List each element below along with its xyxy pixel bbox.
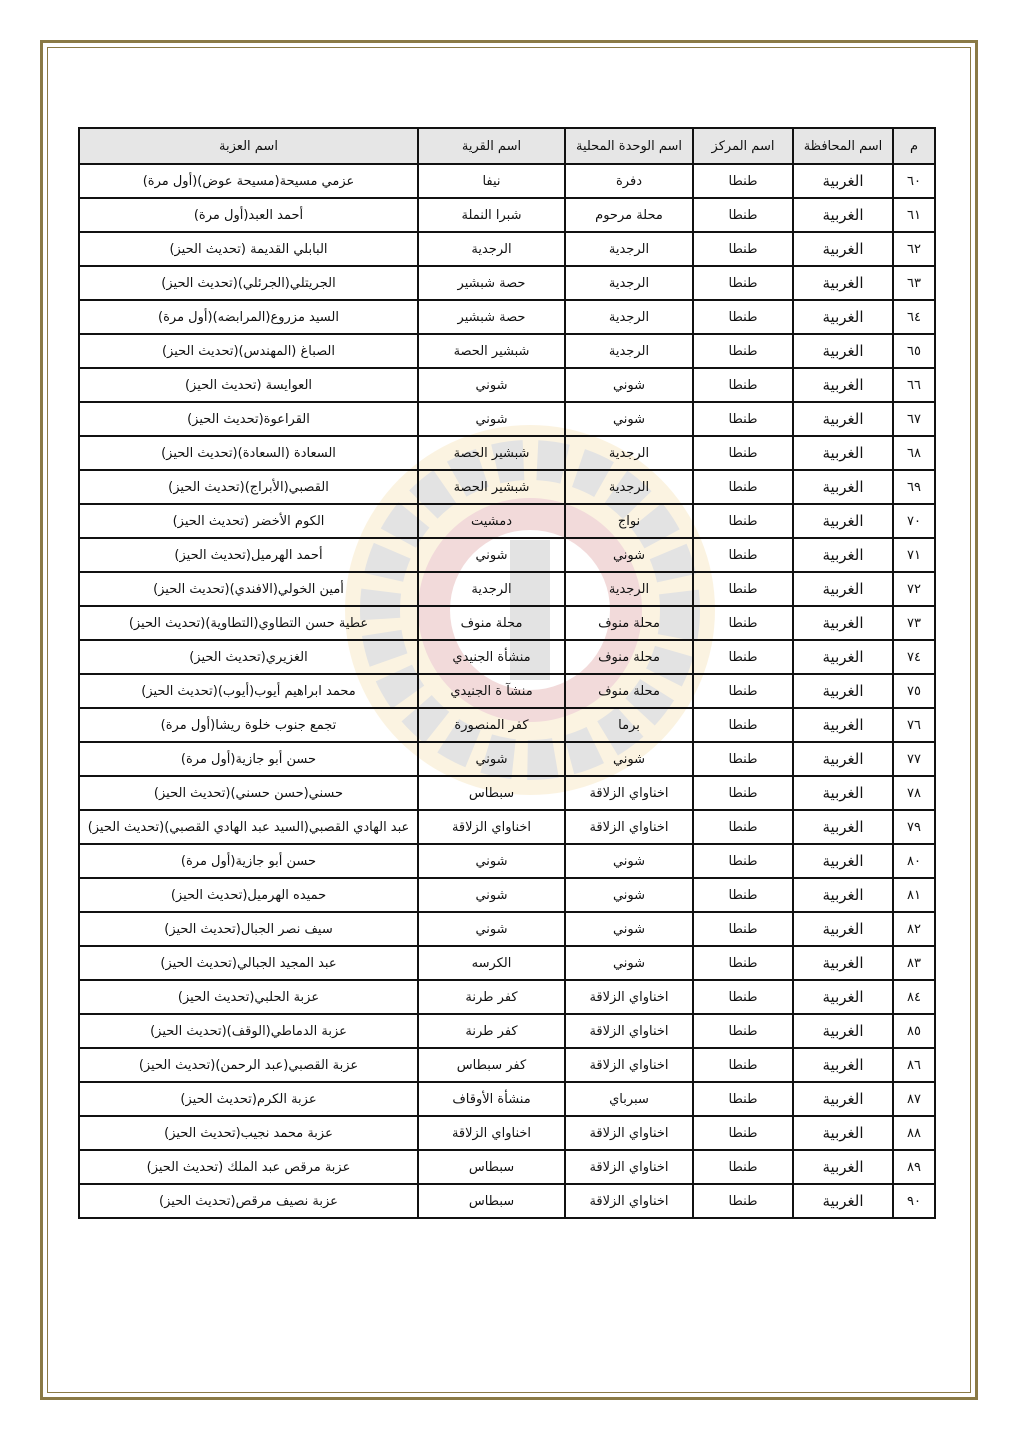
hamlet-cell: البابلي القديمة (تحديث الحيز) [79, 232, 418, 266]
governorate-cell: الغربية [793, 1048, 893, 1082]
center-cell: طنطا [693, 300, 793, 334]
header-governorate: اسم المحافظة [793, 128, 893, 164]
center-cell: طنطا [693, 844, 793, 878]
village-cell: كفر طرنة [418, 1014, 565, 1048]
table-row [79, 572, 935, 606]
hamlet-cell: حميده الهرميل(تحديث الحيز) [79, 878, 418, 912]
local-unit-cell: محلة منوف [565, 674, 693, 708]
row-index: ٦٢ [893, 232, 935, 266]
table-row [79, 1014, 935, 1048]
row-index: ٧٦ [893, 708, 935, 742]
hamlet-cell: سيف نصر الجبال(تحديث الحيز) [79, 912, 418, 946]
hamlet-cell: عزمي مسيحة(مسيحة عوض)(أول مرة) [79, 164, 418, 198]
village-cell: شوني [418, 538, 565, 572]
village-cell: حصة شبشير [418, 266, 565, 300]
row-index: ٧٤ [893, 640, 935, 674]
hamlet-cell: القصبي(الأبراج)(تحديث الحيز) [79, 470, 418, 504]
hamlet-cell: القراعوة(تحديث الحيز) [79, 402, 418, 436]
table-row [79, 266, 935, 300]
center-cell: طنطا [693, 1150, 793, 1184]
local-unit-cell: اخناواي الزلاقة [565, 810, 693, 844]
village-cell: منشأة الأوقاف [418, 1082, 565, 1116]
village-cell: كفر طرنة [418, 980, 565, 1014]
table-row [79, 402, 935, 436]
village-cell: شوني [418, 402, 565, 436]
center-cell: طنطا [693, 232, 793, 266]
center-cell: طنطا [693, 402, 793, 436]
governorate-cell: الغربية [793, 810, 893, 844]
row-index: ٨٣ [893, 946, 935, 980]
row-index: ٨٨ [893, 1116, 935, 1150]
village-cell: دمشيت [418, 504, 565, 538]
village-cell: سبطاس [418, 1150, 565, 1184]
village-cell: الكرسه [418, 946, 565, 980]
governorate-cell: الغربية [793, 844, 893, 878]
village-cell: سبطاس [418, 776, 565, 810]
governorate-cell: الغربية [793, 266, 893, 300]
table-row [79, 1184, 935, 1218]
hamlet-cell: عزبة القصبي(عبد الرحمن)(تحديث الحيز) [79, 1048, 418, 1082]
hamlet-cell: أحمد الهرميل(تحديث الحيز) [79, 538, 418, 572]
hamlet-cell: السعادة (السعادة)(تحديث الحيز) [79, 436, 418, 470]
hamlet-cell: عبد الهادي القصبي(السيد عبد الهادي القصبي)(تحديث الحيز) [79, 810, 418, 844]
center-cell: طنطا [693, 368, 793, 402]
table-row [79, 946, 935, 980]
row-index: ٦٨ [893, 436, 935, 470]
local-unit-cell: شوني [565, 402, 693, 436]
hamlet-cell: أحمد العبد(أول مرة) [79, 198, 418, 232]
row-index: ٦٤ [893, 300, 935, 334]
village-cell: الرجدية [418, 232, 565, 266]
village-cell: شوني [418, 912, 565, 946]
village-cell: شبشير الحصة [418, 436, 565, 470]
table-row [79, 640, 935, 674]
governorate-cell: الغربية [793, 334, 893, 368]
local-unit-cell: الرجدية [565, 572, 693, 606]
local-unit-cell: الرجدية [565, 470, 693, 504]
local-unit-cell: اخناواي الزلاقة [565, 1014, 693, 1048]
row-index: ٨٥ [893, 1014, 935, 1048]
row-index: ٩٠ [893, 1184, 935, 1218]
center-cell: طنطا [693, 164, 793, 198]
table-row [79, 912, 935, 946]
row-index: ٨٢ [893, 912, 935, 946]
table-row [79, 1048, 935, 1082]
table-row [79, 708, 935, 742]
governorate-cell: الغربية [793, 436, 893, 470]
table-header-row [79, 128, 935, 164]
village-cell: شوني [418, 878, 565, 912]
governorate-cell: الغربية [793, 640, 893, 674]
table-row [79, 810, 935, 844]
village-cell: شبشير الحصة [418, 470, 565, 504]
table-row [79, 164, 935, 198]
village-cell: شبرا النملة [418, 198, 565, 232]
hamlet-cell: الصباغ (المهندس)(تحديث الحيز) [79, 334, 418, 368]
center-cell: طنطا [693, 776, 793, 810]
governorate-cell: الغربية [793, 572, 893, 606]
header-hamlet: اسم العزبة [79, 128, 418, 164]
village-cell: اخناواي الزلاقة [418, 1116, 565, 1150]
governorate-cell: الغربية [793, 946, 893, 980]
table-row [79, 300, 935, 334]
table-row [79, 436, 935, 470]
governorate-cell: الغربية [793, 776, 893, 810]
governorate-cell: الغربية [793, 470, 893, 504]
center-cell: طنطا [693, 1082, 793, 1116]
row-index: ٨٧ [893, 1082, 935, 1116]
hamlet-cell: حسن أبو جازية(أول مرة) [79, 844, 418, 878]
center-cell: طنطا [693, 640, 793, 674]
governorate-cell: الغربية [793, 402, 893, 436]
table-row [79, 742, 935, 776]
village-cell: حصة شبشير [418, 300, 565, 334]
center-cell: طنطا [693, 606, 793, 640]
local-unit-cell: الرجدية [565, 300, 693, 334]
row-index: ٦٧ [893, 402, 935, 436]
village-cell: منشآ ة الجنيدي [418, 674, 565, 708]
center-cell: طنطا [693, 708, 793, 742]
hamlet-cell: عبد المجيد الجبالي(تحديث الحيز) [79, 946, 418, 980]
local-unit-cell: الرجدية [565, 266, 693, 300]
row-index: ٧٢ [893, 572, 935, 606]
row-index: ٦٦ [893, 368, 935, 402]
local-unit-cell: الرجدية [565, 232, 693, 266]
village-cell: شبشير الحصة [418, 334, 565, 368]
table-row [79, 334, 935, 368]
center-cell: طنطا [693, 1014, 793, 1048]
row-index: ٧٠ [893, 504, 935, 538]
village-cell: الرجدية [418, 572, 565, 606]
table-row [79, 674, 935, 708]
hamlet-cell: السيد مزروع(المرابضه)(أول مرة) [79, 300, 418, 334]
governorate-cell: الغربية [793, 878, 893, 912]
local-unit-cell: سبرباي [565, 1082, 693, 1116]
row-index: ٦١ [893, 198, 935, 232]
local-unit-cell: شوني [565, 912, 693, 946]
row-index: ٦٣ [893, 266, 935, 300]
local-unit-cell: اخناواي الزلاقة [565, 980, 693, 1014]
table-row [79, 504, 935, 538]
center-cell: طنطا [693, 470, 793, 504]
center-cell: طنطا [693, 674, 793, 708]
center-cell: طنطا [693, 878, 793, 912]
villages-table [78, 127, 936, 1219]
governorate-cell: الغربية [793, 606, 893, 640]
local-unit-cell: شوني [565, 946, 693, 980]
row-index: ٧٩ [893, 810, 935, 844]
row-index: ٧٨ [893, 776, 935, 810]
table-row [79, 776, 935, 810]
local-unit-cell: اخناواي الزلاقة [565, 776, 693, 810]
local-unit-cell: اخناواي الزلاقة [565, 1116, 693, 1150]
table-row [79, 878, 935, 912]
local-unit-cell: نواج [565, 504, 693, 538]
hamlet-cell: حسني(حسن حسني)(تحديث الحيز) [79, 776, 418, 810]
center-cell: طنطا [693, 946, 793, 980]
center-cell: طنطا [693, 538, 793, 572]
governorate-cell: الغربية [793, 1116, 893, 1150]
row-index: ٨٩ [893, 1150, 935, 1184]
hamlet-cell: محمد ابراهيم أيوب(أيوب)(تحديث الحيز) [79, 674, 418, 708]
village-cell: نيفا [418, 164, 565, 198]
governorate-cell: الغربية [793, 538, 893, 572]
governorate-cell: الغربية [793, 1082, 893, 1116]
hamlet-cell: حسن أبو جازية(أول مرة) [79, 742, 418, 776]
local-unit-cell: شوني [565, 742, 693, 776]
center-cell: طنطا [693, 742, 793, 776]
row-index: ٨٠ [893, 844, 935, 878]
local-unit-cell: شوني [565, 878, 693, 912]
village-cell: منشأة الجنيدي [418, 640, 565, 674]
governorate-cell: الغربية [793, 1014, 893, 1048]
table-row [79, 538, 935, 572]
row-index: ٧٧ [893, 742, 935, 776]
table-row [79, 198, 935, 232]
table-row [79, 1150, 935, 1184]
governorate-cell: الغربية [793, 708, 893, 742]
governorate-cell: الغربية [793, 674, 893, 708]
center-cell: طنطا [693, 1184, 793, 1218]
local-unit-cell: محلة مرحوم [565, 198, 693, 232]
table-row [79, 1116, 935, 1150]
hamlet-cell: عزبة الحلبي(تحديث الحيز) [79, 980, 418, 1014]
governorate-cell: الغربية [793, 912, 893, 946]
center-cell: طنطا [693, 980, 793, 1014]
center-cell: طنطا [693, 1048, 793, 1082]
village-cell: محلة منوف [418, 606, 565, 640]
hamlet-cell: عزبة محمد نجيب(تحديث الحيز) [79, 1116, 418, 1150]
row-index: ٨١ [893, 878, 935, 912]
row-index: ٨٦ [893, 1048, 935, 1082]
local-unit-cell: برما [565, 708, 693, 742]
center-cell: طنطا [693, 436, 793, 470]
header-village: اسم القرية [418, 128, 565, 164]
local-unit-cell: محلة منوف [565, 640, 693, 674]
hamlet-cell: عطية حسن التطاوي(التطاوية)(تحديث الحيز) [79, 606, 418, 640]
hamlet-cell: أمين الخولي(الافندي)(تحديث الحيز) [79, 572, 418, 606]
hamlet-cell: تجمع جنوب خلوة ريشا(أول مرة) [79, 708, 418, 742]
table-row [79, 470, 935, 504]
local-unit-cell: اخناواي الزلاقة [565, 1048, 693, 1082]
local-unit-cell: شوني [565, 844, 693, 878]
header-index: م [893, 128, 935, 164]
village-cell: سبطاس [418, 1184, 565, 1218]
hamlet-cell: الكوم الأخضر (تحديث الحيز) [79, 504, 418, 538]
center-cell: طنطا [693, 266, 793, 300]
hamlet-cell: عزبة مرقص عبد الملك (تحديث الحيز) [79, 1150, 418, 1184]
local-unit-cell: الرجدية [565, 436, 693, 470]
row-index: ٦٩ [893, 470, 935, 504]
village-cell: كفر المنصورة [418, 708, 565, 742]
row-index: ٦٥ [893, 334, 935, 368]
table-row [79, 232, 935, 266]
hamlet-cell: عزبة الكرم(تحديث الحيز) [79, 1082, 418, 1116]
local-unit-cell: اخناواي الزلاقة [565, 1150, 693, 1184]
governorate-cell: الغربية [793, 742, 893, 776]
row-index: ٧٥ [893, 674, 935, 708]
hamlet-cell: الغزيري(تحديث الحيز) [79, 640, 418, 674]
row-index: ٦٠ [893, 164, 935, 198]
table-row [79, 844, 935, 878]
center-cell: طنطا [693, 912, 793, 946]
local-unit-cell: شوني [565, 538, 693, 572]
local-unit-cell: دفرة [565, 164, 693, 198]
governorate-cell: الغربية [793, 164, 893, 198]
hamlet-cell: الجريتلي(الجرئلي)(تحديث الحيز) [79, 266, 418, 300]
governorate-cell: الغربية [793, 980, 893, 1014]
governorate-cell: الغربية [793, 1184, 893, 1218]
governorate-cell: الغربية [793, 300, 893, 334]
village-cell: شوني [418, 742, 565, 776]
governorate-cell: الغربية [793, 504, 893, 538]
table-row [79, 368, 935, 402]
header-local-unit: اسم الوحدة المحلية [565, 128, 693, 164]
row-index: ٨٤ [893, 980, 935, 1014]
village-cell: اخناواي الزلاقة [418, 810, 565, 844]
center-cell: طنطا [693, 334, 793, 368]
local-unit-cell: شوني [565, 368, 693, 402]
header-center: اسم المركز [693, 128, 793, 164]
hamlet-cell: العوايسة (تحديث الحيز) [79, 368, 418, 402]
hamlet-cell: عزبة نصيف مرقص(تحديث الحيز) [79, 1184, 418, 1218]
center-cell: طنطا [693, 504, 793, 538]
governorate-cell: الغربية [793, 232, 893, 266]
center-cell: طنطا [693, 572, 793, 606]
table-row [79, 1082, 935, 1116]
governorate-cell: الغربية [793, 198, 893, 232]
table-row [79, 606, 935, 640]
village-cell: شوني [418, 844, 565, 878]
row-index: ٧١ [893, 538, 935, 572]
center-cell: طنطا [693, 810, 793, 844]
center-cell: طنطا [693, 1116, 793, 1150]
village-cell: كفر سبطاس [418, 1048, 565, 1082]
center-cell: طنطا [693, 198, 793, 232]
local-unit-cell: اخناواي الزلاقة [565, 1184, 693, 1218]
local-unit-cell: محلة منوف [565, 606, 693, 640]
local-unit-cell: الرجدية [565, 334, 693, 368]
row-index: ٧٣ [893, 606, 935, 640]
governorate-cell: الغربية [793, 368, 893, 402]
hamlet-cell: عزبة الدماطي(الوقف)(تحديث الحيز) [79, 1014, 418, 1048]
governorate-cell: الغربية [793, 1150, 893, 1184]
village-cell: شوني [418, 368, 565, 402]
table-row [79, 980, 935, 1014]
